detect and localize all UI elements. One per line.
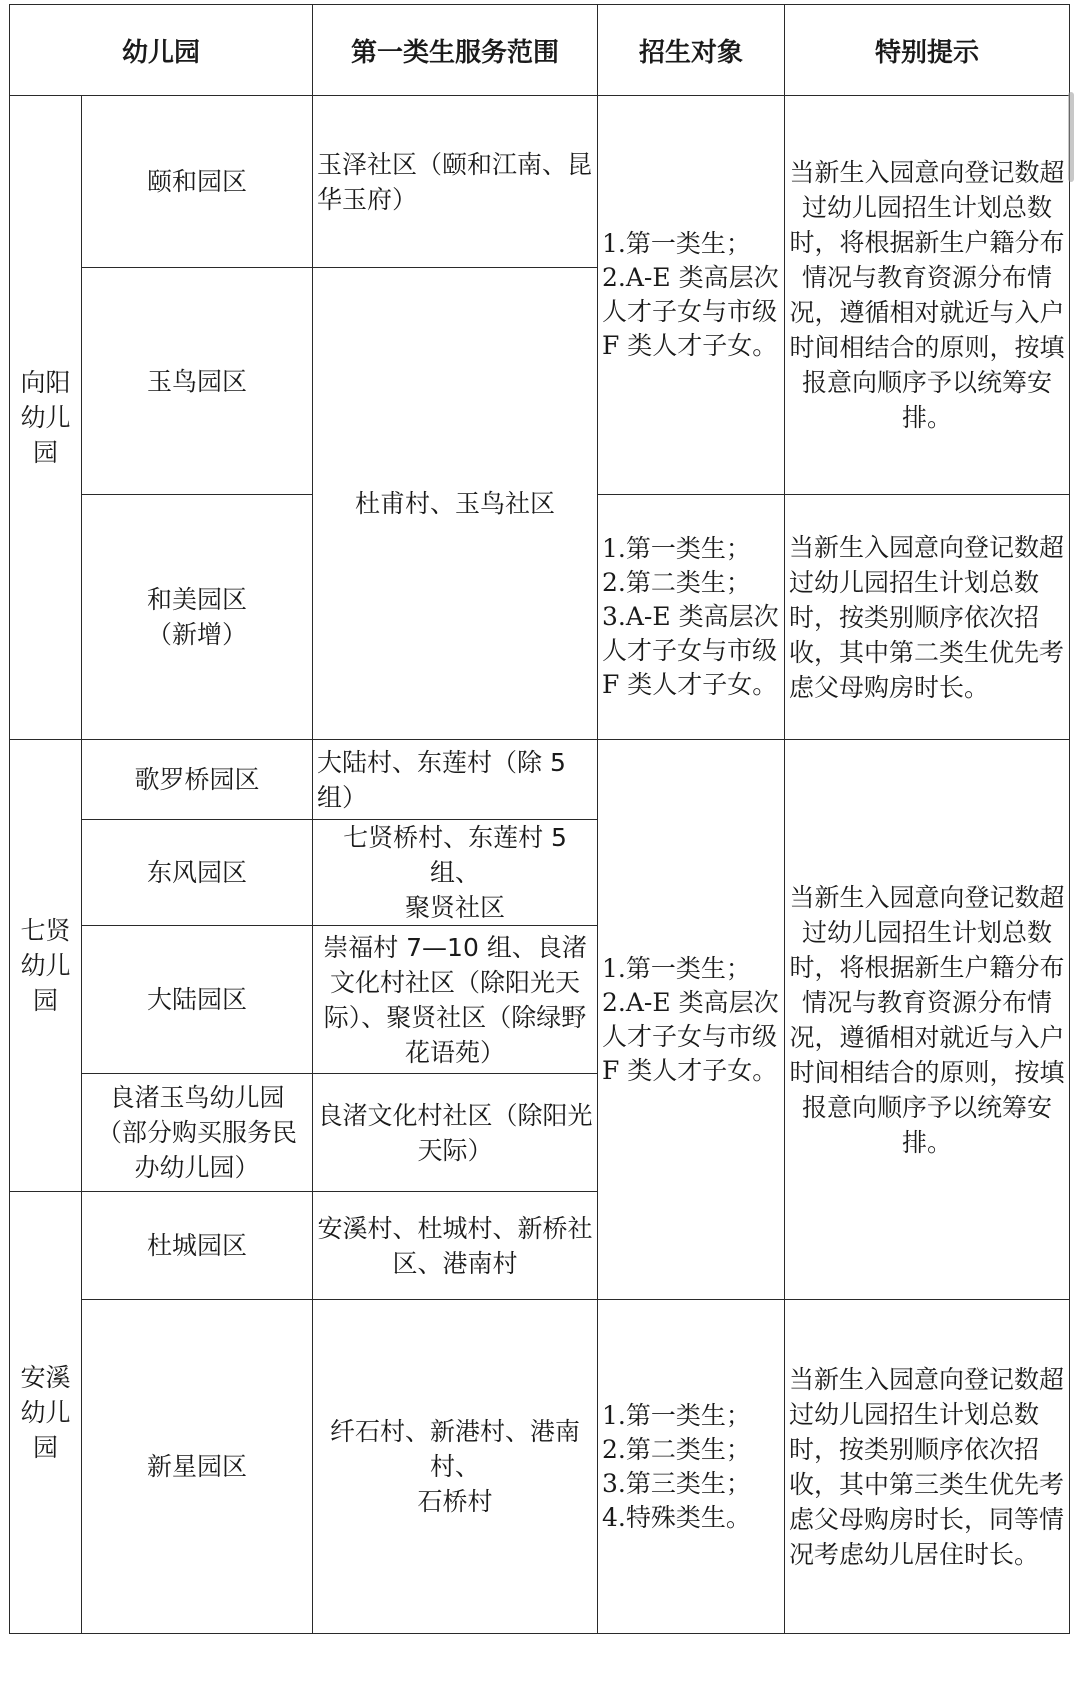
note-c: 当新生入园意向登记数超过幼儿园招生计划总数时，将根据新生户籍分布情况与教育资源分布情况，遵循相对就近与入户时间相结合的原则，按填报意向顺序予以统筹安排。 — [785, 740, 1070, 1300]
area-yihe: 玉泽社区（颐和江南、昆华玉府） — [313, 96, 598, 268]
campus-xinxing: 新星园区 — [82, 1300, 313, 1634]
note-a: 当新生入园意向登记数超过幼儿园招生计划总数时，将根据新生户籍分布情况与教育资源分布情况，遵循相对就近与入户时间相结合的原则，按填报意向顺序予以统筹安排。 — [785, 96, 1070, 495]
campus-dalu: 大陆园区 — [82, 926, 313, 1074]
area-ducheng: 安溪村、杜城村、新桥社 区、港南村 — [313, 1192, 598, 1300]
table-row — [10, 740, 1070, 820]
enrollment-group-c: 1.第一类生； 2.A-E 类高层次 人才子女与市级 F 类人才子女。 — [598, 740, 785, 1300]
area-dongfeng: 七贤桥村、东莲村 5 组、 聚贤社区 — [313, 820, 598, 926]
header-row — [10, 5, 1070, 96]
area-xinxing: 纤石村、新港村、港南村、 石桥村 — [313, 1300, 598, 1634]
campus-dongfeng: 东风园区 — [82, 820, 313, 926]
note-d: 当新生入园意向登记数超过幼儿园招生计划总数时，按类别顺序依次招收，其中第三类生优先考虑父母购房时长，同等情况考虑幼儿居住时长。 — [785, 1300, 1070, 1634]
header-service-area: 第一类生服务范围 — [313, 5, 598, 96]
campus-liangzhu-yuniao: 良渚玉鸟幼儿园 （部分购买服务民 办幼儿园） — [82, 1074, 313, 1192]
area-geluoqiao: 大陆村、东莲村（除 5 组） — [313, 740, 598, 820]
campus-yuniao: 玉鸟园区 — [82, 268, 313, 495]
scrollbar[interactable] — [1068, 92, 1074, 182]
table-row — [10, 1300, 1070, 1634]
enrollment-group-b: 1.第一类生； 2.第二类生； 3.A-E 类高层次 人才子女与市级 F 类人才子女。 — [598, 495, 785, 740]
header-note: 特别提示 — [785, 5, 1070, 96]
area-liangzhu-yuniao: 良渚文化村社区（除阳光 天际） — [313, 1074, 598, 1192]
campus-geluoqiao: 歌罗桥园区 — [82, 740, 313, 820]
table-row — [10, 96, 1070, 268]
campus-hemei: 和美园区 （新增） — [82, 495, 313, 740]
group-xiangyang: 向阳 幼儿 园 — [10, 96, 82, 740]
enrollment-group-a: 1.第一类生； 2.A-E 类高层次 人才子女与市级 F 类人才子女。 — [598, 96, 785, 495]
note-b: 当新生入园意向登记数超过幼儿园招生计划总数时，按类别顺序依次招收，其中第二类生优先考虑父母购房时长。 — [785, 495, 1070, 740]
area-dalu: 崇福村 7—10 组、良渚文化村社区（除阳光天际）、聚贤社区（除绿野花语苑） — [313, 926, 598, 1074]
campus-yihe: 颐和园区 — [82, 96, 313, 268]
campus-ducheng: 杜城园区 — [82, 1192, 313, 1300]
enrollment-table — [9, 4, 1070, 1634]
enrollment-group-d: 1.第一类生； 2.第二类生； 3.第三类生； 4.特殊类生。 — [598, 1300, 785, 1634]
area-yuniao-hemei: 杜甫村、玉鸟社区 — [313, 268, 598, 740]
header-enrollment: 招生对象 — [598, 5, 785, 96]
group-qixian: 七贤 幼儿 园 — [10, 740, 82, 1192]
enrollment-table-frame — [9, 4, 1069, 1674]
header-kindergarten: 幼儿园 — [10, 5, 313, 96]
group-anxi: 安溪 幼儿 园 — [10, 1192, 82, 1634]
